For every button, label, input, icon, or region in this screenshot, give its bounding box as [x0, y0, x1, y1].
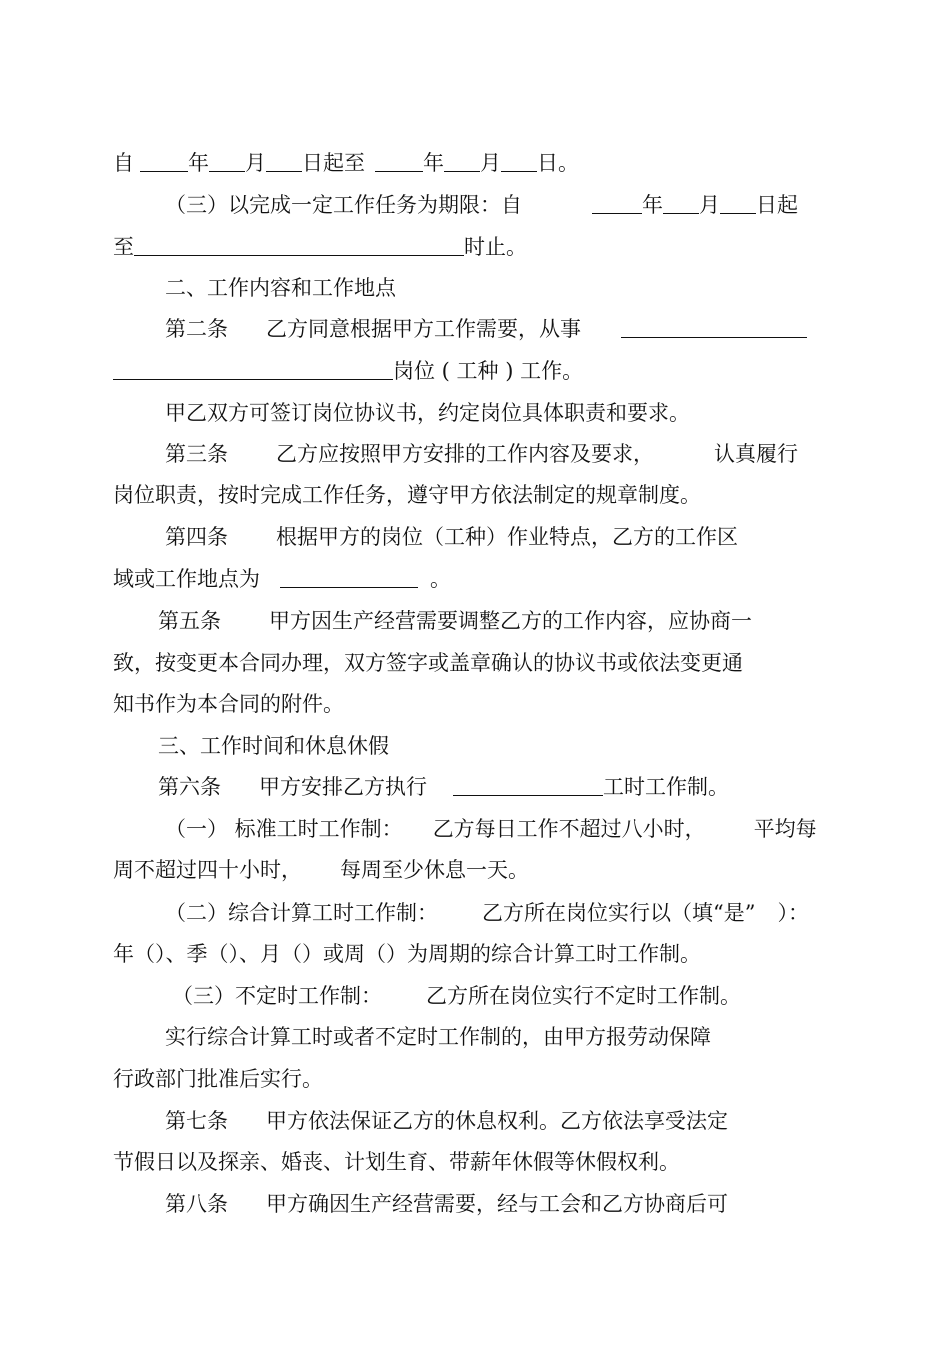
text-segment: （一） 标准工时工作制：	[165, 817, 403, 841]
text-segment: 甲乙双方可签订岗位协议书，约定岗位具体职责和要求。	[165, 401, 690, 425]
line-term-3-task	[165, 190, 798, 220]
text-segment: 第五条	[158, 609, 221, 633]
line-section-2-heading	[165, 273, 396, 303]
text-segment: 工时工作制。	[603, 775, 729, 799]
text-segment: 认真履行	[714, 442, 798, 466]
text-segment: 乙方同意根据甲方工作需要，从事	[266, 317, 581, 341]
line-article-6-3	[172, 981, 741, 1011]
fill-in-blank	[375, 149, 423, 172]
text-segment: 每周至少休息一天。	[340, 858, 529, 882]
text-segment: （三）不定时工作制：	[172, 984, 382, 1008]
text-segment: 节假日以及探亲、婚丧、计划生育、带薪年休假等休假权利。	[113, 1150, 680, 1174]
text-segment: 时止。	[464, 235, 527, 259]
text-segment: 乙方每日工作不超过八小时，	[432, 817, 706, 841]
text-segment: 岗位 ( 工种 ) 工作。	[393, 359, 584, 383]
fill-in-blank	[453, 773, 603, 796]
text-segment: 第二条	[165, 317, 228, 341]
text-segment: 第六条	[158, 775, 221, 799]
text-segment: 致，按变更本合同办理，双方签字或盖章确认的协议书或依法变更通	[113, 651, 743, 675]
line-article-2-c	[165, 398, 690, 428]
text-segment: 日起至	[302, 151, 365, 175]
text-segment: 第七条	[165, 1109, 228, 1133]
line-article-7-a	[165, 1106, 728, 1136]
text-segment: 三、工作时间和休息休假	[158, 734, 389, 758]
text-segment: 自	[113, 151, 134, 175]
fill-in-blank	[444, 149, 480, 172]
line-article-6-note-b	[113, 1064, 323, 1094]
text-segment: 甲方安排乙方执行	[259, 775, 427, 799]
line-article-3-b	[113, 480, 701, 510]
text-segment: 乙方应按照甲方安排的工作内容及要求，	[276, 442, 654, 466]
text-segment: （三）以完成一定工作任务为期限：自	[165, 193, 522, 217]
line-article-5-a	[158, 606, 752, 636]
text-segment: 月	[699, 193, 720, 217]
line-article-6-note-a	[165, 1022, 711, 1052]
text-segment: 甲方确因生产经营需要，经与工会和乙方协商后可	[266, 1192, 728, 1216]
text-segment: 第四条	[165, 525, 228, 549]
text-segment: 乙方所在岗位实行不定时工作制。	[426, 984, 741, 1008]
text-segment: 实行综合计算工时或者不定时工作制的，由甲方报劳动保障	[165, 1025, 711, 1049]
line-term-3-end	[113, 232, 527, 262]
text-segment: 周不超过四十小时，	[113, 858, 302, 882]
line-section-3-heading	[158, 731, 389, 761]
line-article-4-b	[113, 564, 451, 594]
text-segment: 月	[480, 151, 501, 175]
fill-in-blank	[134, 233, 464, 256]
text-segment: 域或工作地点为	[113, 567, 260, 591]
text-segment: 年	[188, 151, 209, 175]
text-segment: 年（）、季（）、月（）或周（）为周期的综合计算工时工作制。	[113, 942, 701, 966]
text-segment: 甲方因生产经营需要调整乙方的工作内容，应协商一	[269, 609, 752, 633]
line-article-6-2a	[165, 898, 809, 928]
fill-in-blank	[140, 149, 188, 172]
line-article-3-a	[165, 439, 798, 469]
fill-in-blank	[720, 191, 756, 214]
text-segment: 日起	[756, 193, 798, 217]
text-segment: 年	[642, 193, 663, 217]
line-article-6-a	[158, 772, 729, 802]
text-segment: 知书作为本合同的附件。	[113, 692, 344, 716]
line-article-6-2b	[113, 939, 701, 969]
line-article-2-b	[113, 356, 583, 386]
line-article-2-a	[165, 314, 807, 344]
line-term-2-dates	[113, 148, 579, 178]
text-segment: 日。	[537, 151, 579, 175]
line-article-5-b	[113, 648, 743, 678]
fill-in-blank	[501, 149, 537, 172]
text-segment: 甲方依法保证乙方的休息权利。乙方依法享受法定	[266, 1109, 728, 1133]
text-segment: 年	[423, 151, 444, 175]
fill-in-blank	[621, 315, 807, 338]
text-segment: 月	[245, 151, 266, 175]
fill-in-blank	[266, 149, 302, 172]
text-segment: 乙方所在岗位实行以（填“是”	[482, 901, 756, 925]
fill-in-blank	[209, 149, 245, 172]
line-article-6-1a	[165, 814, 817, 844]
text-segment: （二）综合计算工时工作制：	[165, 901, 438, 925]
text-segment: 第三条	[165, 442, 228, 466]
line-article-8-a	[165, 1189, 728, 1219]
text-segment: 根据甲方的岗位（工种）作业特点，乙方的工作区	[276, 525, 738, 549]
fill-in-blank	[663, 191, 699, 214]
line-article-4-a	[165, 522, 738, 552]
fill-in-blank	[113, 357, 393, 380]
text-segment: 岗位职责，按时完成工作任务，遵守甲方依法制定的规章制度。	[113, 483, 701, 507]
text-segment: 行政部门批准后实行。	[113, 1067, 323, 1091]
text-segment: 二、工作内容和工作地点	[165, 276, 396, 300]
line-article-7-b	[113, 1147, 680, 1177]
line-article-6-1b	[113, 855, 529, 885]
text-segment: 。	[430, 567, 451, 591]
line-article-5-c	[113, 689, 344, 719]
text-segment: ）：	[777, 901, 809, 925]
text-segment: 平均每	[753, 817, 817, 841]
text-segment: 至	[113, 235, 134, 259]
fill-in-blank	[280, 565, 418, 588]
fill-in-blank	[592, 191, 642, 214]
text-segment: 第八条	[165, 1192, 228, 1216]
